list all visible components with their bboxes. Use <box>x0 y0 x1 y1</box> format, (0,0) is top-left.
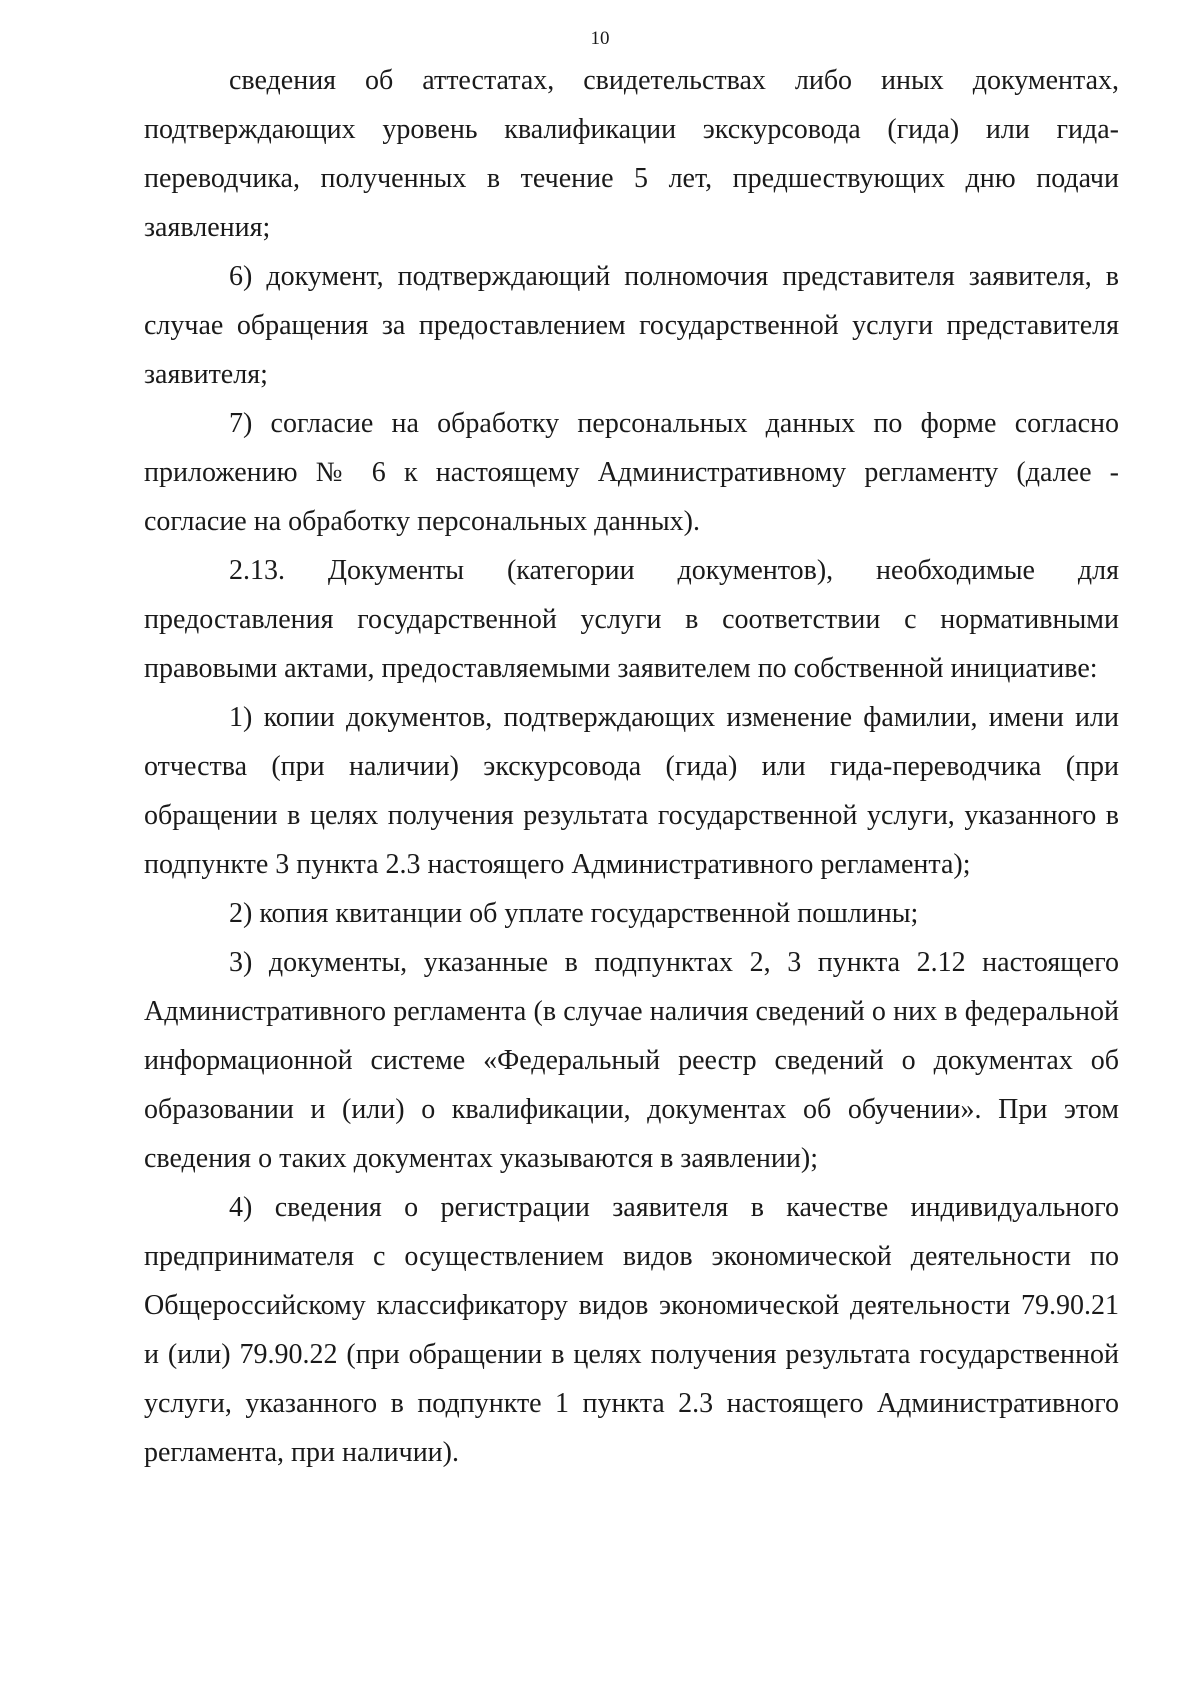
paragraph-item-6: 6) документ, подтверждающий полномочия представителя заявителя, в случае обращения за предоставлением государственной услуги представителя заявителя; <box>144 261 1119 390</box>
document-body <box>144 56 1119 1477</box>
paragraph-subitem-3: 3) документы, указанные в подпунктах 2, 3 пункта 2.12 настоящего Административного регламента (в случае наличия сведений о них в федеральной информационной системе «Федеральный реестр сведений о документах об образовании и (или) о квалификации, документах об обучении». При этом сведения о таких документах указываются в заявлении); <box>144 947 1119 1174</box>
paragraph-item-7: 7) согласие на обработку персональных данных по форме согласно приложению № 6 к настоящему Административному регламенту (далее - согласие на обработку персональных данных). <box>144 408 1119 537</box>
paragraph-subitem-2: 2) копия квитанции об уплате государственной пошлины; <box>229 898 919 929</box>
page-number: 10 <box>590 28 610 49</box>
paragraph-certificates: сведения об аттестатах, свидетельствах либо иных документах, подтверждающих уровень квалификации экскурсовода (гида) или гида-переводчика, полученных в течение 5 лет, предшествующих дню подачи заявления; <box>144 65 1119 243</box>
paragraph-section-2-13: 2.13. Документы (категории документов), необходимые для предоставления государственной услуги в соответствии с нормативными правовыми актами, предоставляемыми заявителем по собственной инициативе: <box>144 555 1119 684</box>
paragraph-subitem-4: 4) сведения о регистрации заявителя в качестве индивидуального предпринимателя с осуществлением видов экономической деятельности по Общероссийскому классификатору видов экономической деятельности 79.90.21 и (или) 79.90.22 (при обращении в целях получения результата государственной услуги, указанного в подпункте 1 пункта 2.3 настоящего Административного регламента, при наличии). <box>144 1192 1119 1468</box>
paragraph-subitem-1: 1) копии документов, подтверждающих изменение фамилии, имени или отчества (при наличии) экскурсовода (гида) или гида-переводчика (при обращении в целях получения результата государственной услуги, указанного в подпункте 3 пункта 2.3 настоящего Административного регламента); <box>144 702 1119 880</box>
